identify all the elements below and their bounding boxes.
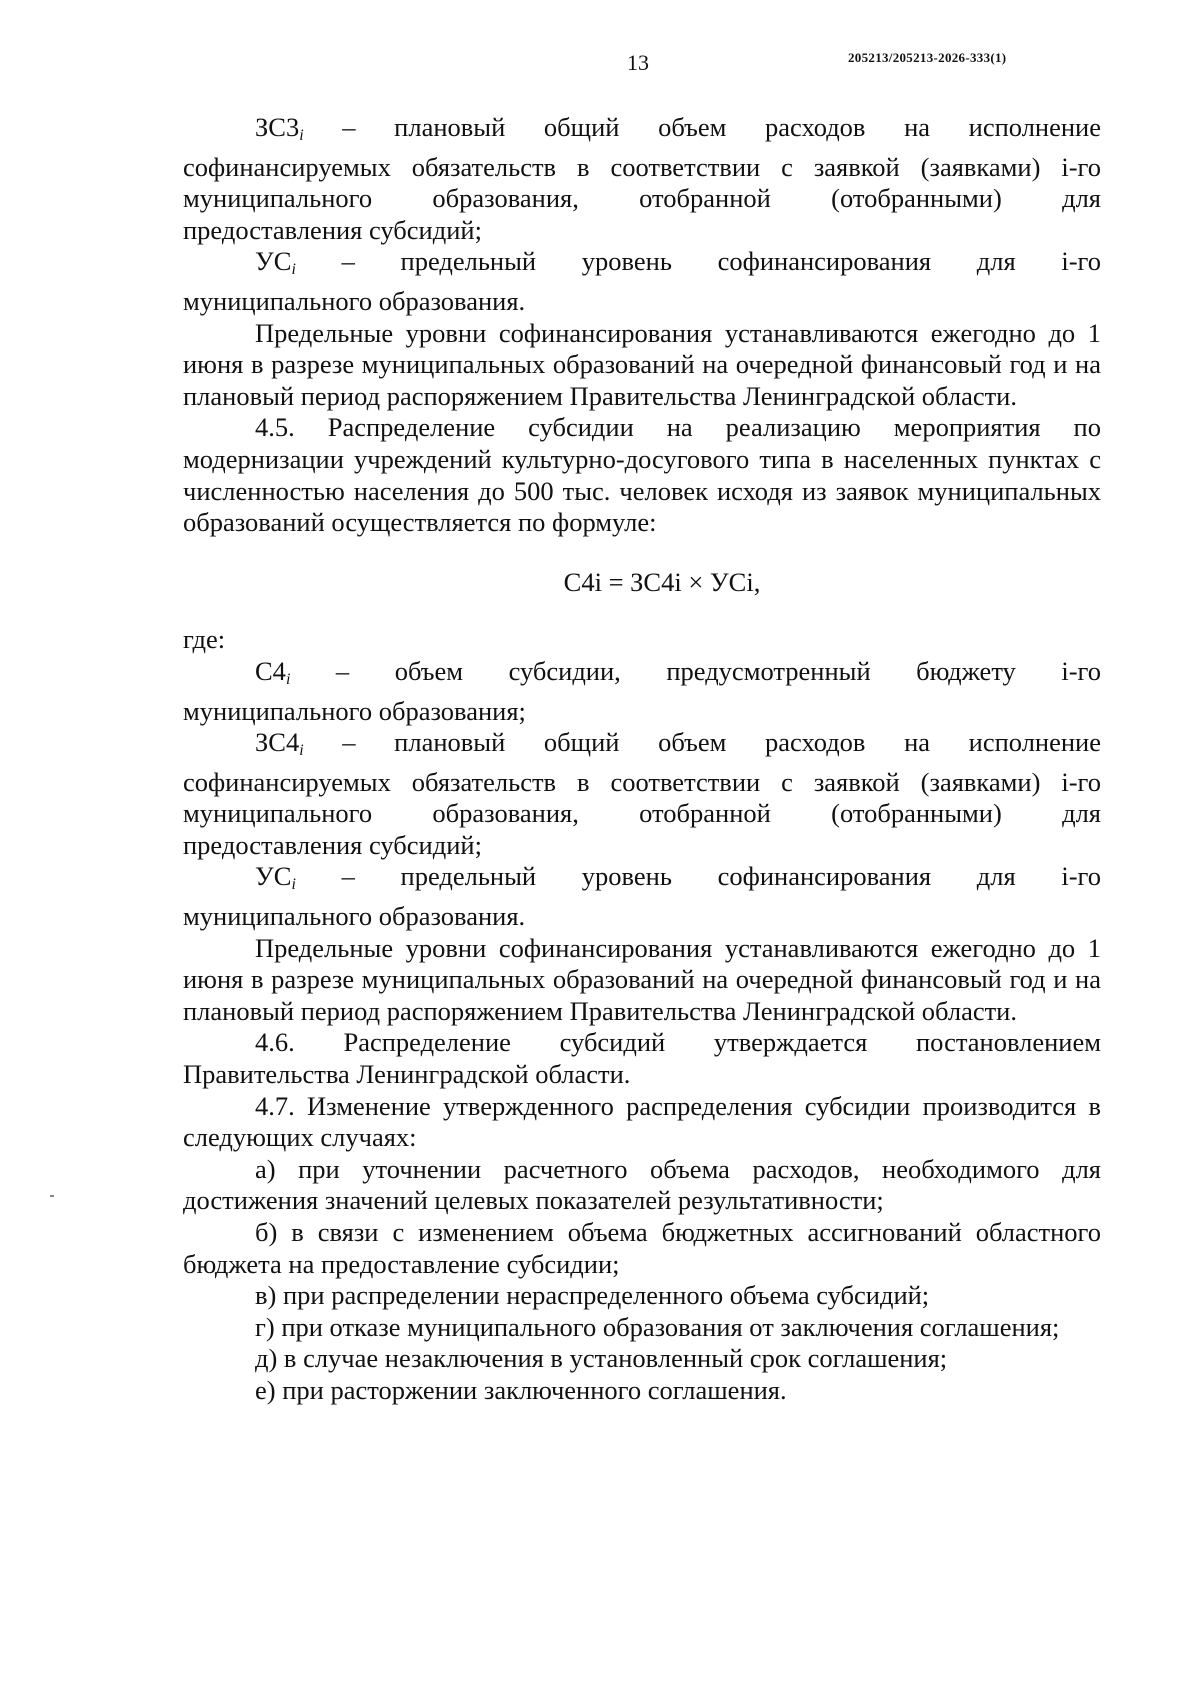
definition-zs4	[183, 727, 1101, 861]
list-item: в) при распределении нераспределенного объема субсидий;	[255, 1280, 930, 1311]
definition-text: – предельный уровень софинансирования для i-го	[341, 246, 1102, 277]
formula: С4i = ЗС4i × УСi,	[563, 566, 761, 597]
definition-text: – плановый общий объем расходов на исполнение	[342, 727, 1101, 758]
definition-term: $УС_i$	[255, 246, 296, 279]
definition-text: – плановый общий объем расходов на исполнение	[342, 112, 1101, 142]
list-item: г) при отказе муниципального образования от заключения соглашения;	[255, 1311, 1060, 1342]
paragraph-4-5: 4.5. Распределение субсидии на реализацию мероприятия по модернизации учреждений культурно-досугового типа в населенных пунктах с численностью населения до 500 тыс. человек исходя из заявок муниципальных образований осуществляется по формуле:	[183, 412, 1101, 538]
definition-zs3	[183, 112, 1101, 246]
list-item: д) в случае незаключения в установленный срок соглашения;	[255, 1343, 948, 1374]
definition-c4	[183, 656, 1101, 727]
definition-term: $С4_i$	[255, 655, 291, 688]
list-item: а) при уточнении расчетного объема расходов, необходимого для достижения значений целевых показателей результативности;	[183, 1153, 1101, 1216]
definition-term: $ЗС4_i$	[255, 727, 304, 760]
list-item: б) в связи с изменением объема бюджетных ассигнований областного бюджета на предоставление субсидии;	[183, 1217, 1101, 1279]
definition-text: муниципального образования.	[183, 901, 526, 932]
definition-us-2	[183, 861, 1101, 932]
definition-text: предоставления субсидий;	[183, 829, 482, 860]
definition-text: – объем субсидии, предусмотренный бюджету i-го	[335, 655, 1102, 686]
definition-text: софинансируемых обязательств в соответствии с заявкой (заявками) i-го	[183, 766, 1101, 797]
definition-term: $ЗС3_i$	[255, 112, 304, 144]
definition-text: муниципального образования, отобранной (отобранными) для	[183, 798, 1101, 829]
definition-text: муниципального образования;	[183, 695, 526, 726]
paragraph-limit-levels-2: Предельные уровни софинансирования устанавливаются ежегодно до 1 июня в разрезе муниципальных образований на очередной финансовый год и на плановый период распоряжением Правительства Ленинградской области.	[183, 932, 1101, 1026]
document-id: 205213/205213-2026-333(1)	[848, 50, 1007, 65]
definition-us	[183, 246, 1101, 317]
page-number: 13	[627, 50, 649, 75]
definition-text: – предельный уровень софинансирования для i-го	[341, 861, 1102, 892]
definition-text: софинансируемых обязательств в соответствии с заявкой (заявками) i-го	[183, 151, 1101, 182]
document-body	[183, 112, 1101, 1407]
paragraph-4-7: 4.7. Изменение утвержденного распределения субсидии производится в следующих случаях:	[183, 1090, 1101, 1153]
definition-term: $УС_i$	[255, 861, 296, 894]
definition-text: муниципального образования, отобранной (отобранными) для	[183, 183, 1101, 214]
paragraph-limit-levels: Предельные уровни софинансирования устанавливаются ежегодно до 1 июня в разрезе муниципальных образований на очередной финансовый год и на плановый период распоряжением Правительства Ленинградской области.	[183, 317, 1101, 411]
list-item: е) при расторжении заключенного соглашения.	[255, 1374, 787, 1405]
definition-text: муниципального образования.	[183, 285, 526, 316]
paragraph-4-6: 4.6. Распределение субсидий утверждается постановлением Правительства Ленинградской области.	[183, 1027, 1101, 1090]
scan-mark	[50, 1195, 54, 1197]
definition-text: предоставления субсидий;	[183, 214, 482, 245]
where-label: где:	[183, 624, 226, 655]
